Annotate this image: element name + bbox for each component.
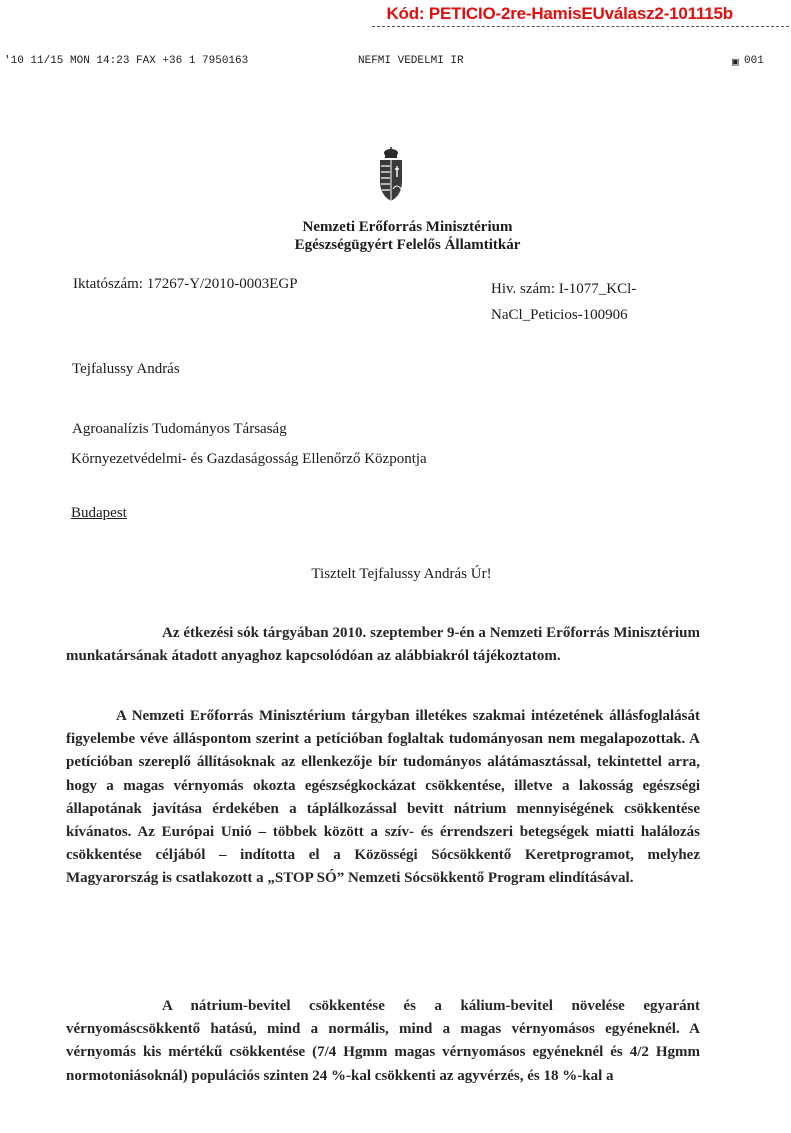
ministry-name: Nemzeti Erőforrás Minisztérium	[302, 219, 513, 235]
document-code-stamp: Kód: PETICIO-2re-HamisEUválasz2-101115b	[386, 4, 733, 23]
iktatoszam: Iktatószám: 17267-Y/2010-0003EGP	[73, 276, 298, 292]
stamp-divider	[372, 26, 789, 27]
paragraph-1: Az étkezési sók tárgyában 2010. szeptember 9-én a Nemzeti Erőforrás Minisztérium munkatársának átadott anyaghoz kapcsolódóan az alábbiakról tájékoztatom.	[66, 625, 700, 665]
recipient-city: Budapest	[71, 505, 127, 521]
recipient-org-line-2: Környezetvédelmi- és Gazdaságosság Ellenőrző Központja	[71, 451, 427, 467]
paragraph-2: A Nemzeti Erőforrás Minisztérium tárgyban illetékes szakmai intézetének állásfoglalását figyelembe véve álláspontom szerint a petícióban foglaltak tudományosan nem megalapozottak. A petícióban szereplő állításoknak az ellenkezője bír tudományos alátámasztással, tekintettel arra, hogy a magas vérnyomás okozta egészségkockázat csökkentése, illetve a lakosság egészségi állapotának javítása érdekében a táplálkozással bevitt nátrium mennyiségének csökkentése kívánatos. Az Európai Unió – többek között a szív- és érrendszeri betegségek miatti halálozás csökkentése céljából – indította el a Közösségi Sócsökkentő Keretprogramot, melyhez Magyarország is csatlakozott a „STOP SÓ” Nemzeti Sócsökkentő Program elindításával.	[66, 708, 700, 887]
hiv-szam-line-2: NaCl_Peticios-100906	[491, 307, 628, 323]
paragraph-3: A nátrium-bevitel csökkentése és a kálium-bevitel növelése egyaránt vérnyomáscsökkentő hatású, mind a normális, mind a magas vérnyomásos egyéneknél. A vérnyomás kis mértékű csökkentése (7/4 Hgmm magas vérnyomásos egyéneknél és 4/2 Hgmm normotoniásoknál) populációs szinten 24 %-kal csökkenti az agyvérzés, és 18 %-kal a	[66, 998, 700, 1084]
hiv-szam-line-1: Hiv. szám: I-1077_KCl-	[491, 281, 637, 297]
coat-of-arms-icon	[376, 147, 406, 203]
fax-sender: NEFMI VEDELMI IR	[358, 55, 464, 67]
recipient-name: Tejfalussy András	[72, 361, 180, 377]
fax-page-icon: ▣	[732, 57, 739, 69]
fax-page-number: 001	[744, 55, 764, 67]
recipient-org-line-1: Agroanalízis Tudományos Társaság	[72, 421, 287, 437]
salutation: Tisztelt Tejfalussy András Úr!	[311, 566, 492, 582]
office-name: Egészségügyért Felelős Államtitkár	[294, 237, 521, 253]
fax-datetime: '10 11/15 MON 14:23 FAX +36 1 7950163	[4, 55, 249, 67]
